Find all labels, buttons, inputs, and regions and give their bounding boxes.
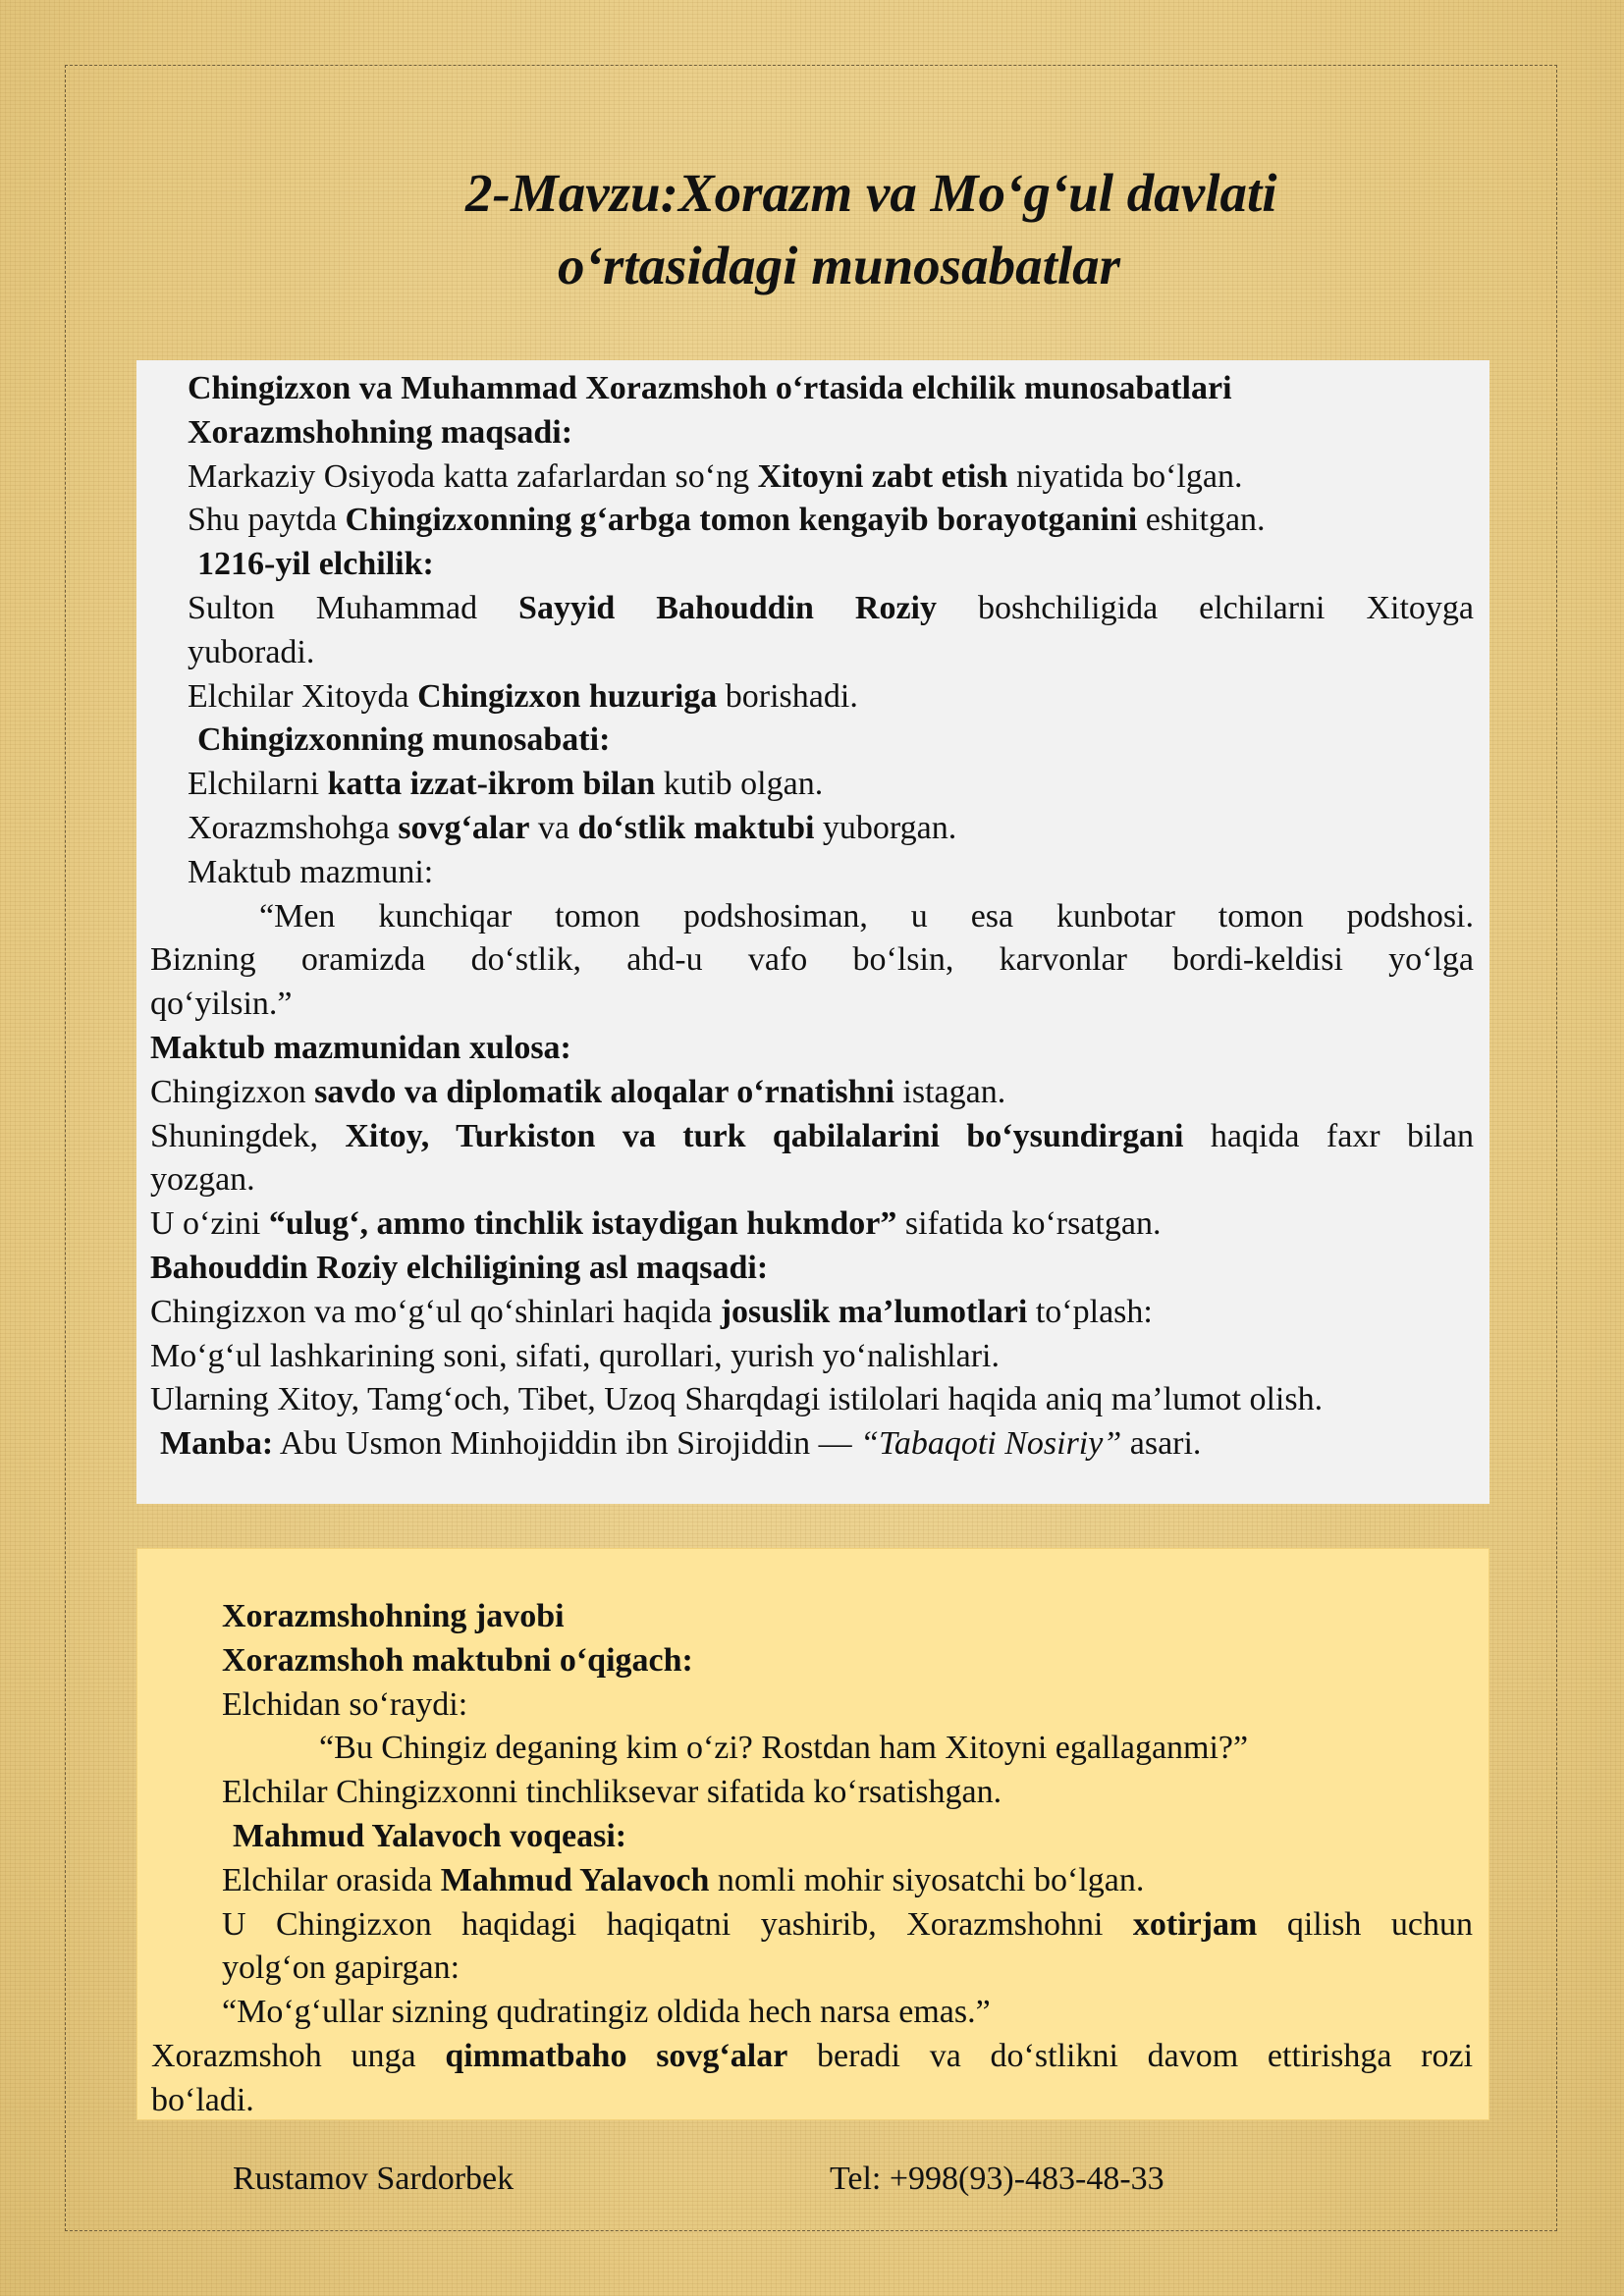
khwarazmshah-reply-section [136, 1548, 1489, 2120]
paragraph-continuation: bo‘ladi. [151, 2081, 254, 2118]
title-line-1: 2-Mavzu:Xorazm va Mo‘g‘ul davlati [465, 163, 1277, 223]
section-heading: Chingizxon va Muhammad Xorazmshoh o‘rtasida elchilik munosabatlari [188, 370, 1232, 406]
paragraph: Xorazmshoh unga qimmatbaho sovg‘alar beradi va do‘stlikni davom ettirishga rozi [151, 2037, 1474, 2074]
paragraph-continuation: yolg‘on gapirgan: [222, 1949, 460, 1987]
paragraph: Elchilar Chingizxonni tinchliksevar sifatida ko‘rsatishgan. [222, 1774, 1002, 1811]
paragraph: Chingizxon va mo‘g‘ul qo‘shinlari haqida josuslik ma’lumotlari to‘plash: [150, 1293, 1153, 1330]
paragraph: Shu paytda Chingizxonning g‘arbga tomon kengayib borayotganini eshitgan. [188, 502, 1266, 539]
paragraph: Markaziy Osiyoda katta zafarlardan so‘ng Xitoyni zabt etish niyatida bo‘lgan. [188, 457, 1243, 495]
subheading-event: Mahmud Yalavoch voqeasi: [233, 1817, 627, 1854]
paragraph: Elchilarni katta izzat-ikrom bilan kutib olgan. [188, 766, 824, 803]
subheading-attitude: Chingizxonning munosabati: [197, 721, 611, 759]
paragraph: Sulton Muhammad Sayyid Bahouddin Roziy boshchiligida elchilarni Xitoyga [188, 589, 1475, 626]
paragraph-continuation: yozgan. [150, 1161, 255, 1199]
subheading-embassy: 1216-yil elchilik: [197, 546, 434, 583]
paragraph: Mo‘g‘ul lashkarining soni, sifati, qurollari, yurish yo‘nalishlari. [150, 1337, 1000, 1374]
paragraph: Chingizxon savdo va diplomatik aloqalar o‘rnatishni istagan. [150, 1073, 1006, 1110]
paragraph: Elchilar Xitoyda Chingizxon huzuriga borishadi. [188, 677, 858, 715]
paragraph: Shuningdek, Xitoy, Turkiston va turk qabilalarini bo‘ysundirgani haqida faxr bilan [150, 1117, 1474, 1154]
paragraph: Ularning Xitoy, Tamg‘och, Tibet, Uzoq Sharqdagi istilolari haqida aniq ma’lumot olish. [150, 1381, 1324, 1418]
section-heading: Xorazmshohning javobi [222, 1598, 565, 1634]
letter-quote: Bizning oramizda do‘stlik, ahd-u vafo bo‘lsin, karvonlar bordi-keldisi yo‘lga [150, 941, 1474, 979]
footer-author: Rustamov Sardorbek [233, 2161, 514, 2197]
title-line-2: o‘rtasidagi munosabatlar [558, 236, 1121, 295]
quote: “Bu Chingiz deganing kim o‘zi? Rostdan ham Xitoyni egallaganmi?” [319, 1730, 1249, 1767]
paragraph: Xorazmshohga sovg‘alar va do‘stlik maktubi yuborgan. [188, 809, 957, 846]
paragraph-continuation: yuboradi. [188, 633, 315, 670]
letter-label: Maktub mazmuni: [188, 853, 434, 890]
subheading-conclusion: Maktub mazmunidan xulosa: [150, 1029, 571, 1066]
footer-phone: Tel: +998(93)-483-48-33 [830, 2161, 1164, 2197]
quote: “Mo‘g‘ullar sizning qudratingiz oldida hech narsa emas.” [222, 1994, 991, 2031]
source-citation: Manba: Abu Usmon Minhojiddin ibn Sirojiddin — “Tabaqoti Nosiriy” asari. [160, 1425, 1202, 1463]
paragraph: U Chingizxon haqidagi haqiqatni yashirib, Xorazmshohni xotirjam qilish uchun [222, 1905, 1473, 1943]
paragraph: U o‘zini “ulug‘, ammo tinchlik istaydigan hukmdor” sifatida ko‘rsatgan. [150, 1205, 1162, 1243]
embassy-relations-section [136, 360, 1489, 1504]
subheading-purpose: Bahouddin Roziy elchiligining asl maqsadi: [150, 1249, 769, 1286]
letter-quote: “Men kunchiqar tomon podshosiman, u esa kunbotar tomon podshosi. [259, 897, 1474, 934]
paragraph: Elchilar orasida Mahmud Yalavoch nomli mohir siyosatchi bo‘lgan. [222, 1861, 1145, 1898]
paragraph: Elchidan so‘raydi: [222, 1685, 468, 1723]
subheading-reading: Xorazmshoh maktubni o‘qigach: [222, 1641, 693, 1679]
letter-quote: qo‘yilsin.” [150, 986, 293, 1023]
subheading-goal: Xorazmshohning maqsadi: [188, 413, 573, 451]
